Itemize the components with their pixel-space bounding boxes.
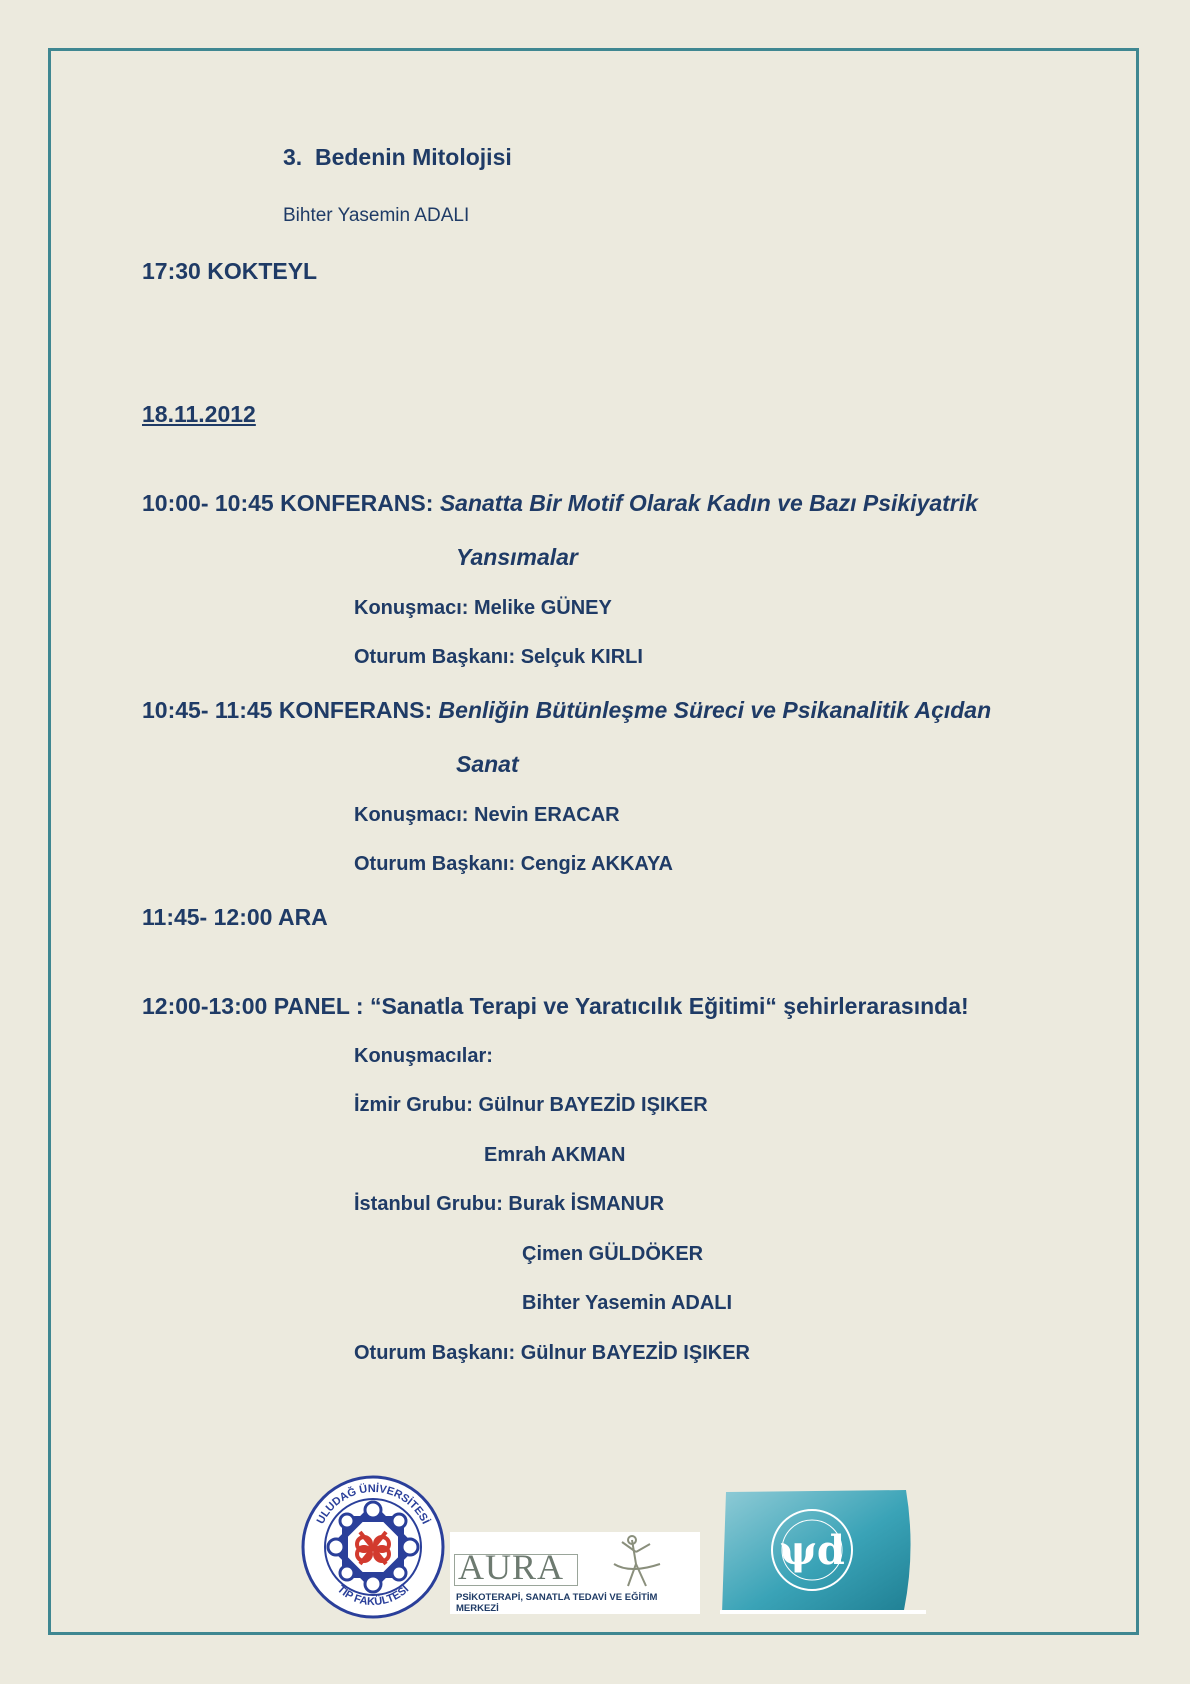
- uludag-ring-top-text: ULUDAĞ ÜNİVERSİTESİ: [314, 1482, 432, 1527]
- panel-heading: 12:00-13:00 PANEL : “Sanatla Terapi ve Yaratıcılık Eğitimi“ şehirlerarasında!: [142, 993, 969, 1019]
- item3-title-row: [283, 144, 512, 171]
- session2-title-line2: Sanat: [456, 751, 519, 777]
- item3-number: 3.: [283, 144, 303, 170]
- aura-logo: [450, 1532, 700, 1614]
- panel-istanbul-member-2: Çimen GÜLDÖKER: [522, 1243, 704, 1265]
- item3-speaker: Bihter Yasemin ADALI: [283, 205, 470, 226]
- session1-speaker: Konuşmacı: Melike GÜNEY: [354, 597, 612, 619]
- panel-izmir-member: Emrah AKMAN: [484, 1144, 626, 1166]
- session2-heading: [142, 697, 991, 724]
- session1-heading: [142, 490, 978, 517]
- date-heading: 18.11.2012: [142, 401, 256, 427]
- aura-subtitle: PSİKOTERAPİ, SANATLA TEDAVİ VE EĞİTİM MERKEZİ: [456, 1592, 658, 1614]
- session2-title-line1: Benliğin Bütünleşme Süreci ve Psikanalitik Açıdan: [438, 697, 992, 723]
- session2-time: 10:45- 11:45 KONFERANS:: [142, 697, 433, 723]
- cocktail-line: 17:30 KOKTEYL: [142, 258, 318, 284]
- session1-title-line1: Sanatta Bir Motif Olarak Kadın ve Bazı Psikiyatrik: [439, 490, 978, 516]
- uludag-ring-bottom-text: TIP FAKÜLTESİ: [334, 1583, 412, 1609]
- panel-istanbul-member-3: Bihter Yasemin ADALI: [522, 1292, 733, 1314]
- pd-monogram: ψd: [779, 1527, 845, 1574]
- session1-time: 10:00- 10:45 KONFERANS:: [142, 490, 434, 516]
- aura-figure-icon: [610, 1534, 666, 1588]
- panel-istanbul-group: İstanbul Grubu: Burak İSMANUR: [354, 1193, 665, 1215]
- item3-title: Bedenin Mitolojisi: [314, 144, 512, 170]
- panel-izmir-group: İzmir Grubu: Gülnur BAYEZİD IŞIKER: [354, 1094, 708, 1116]
- uludag-university-logo: [300, 1474, 446, 1620]
- session2-chair: Oturum Başkanı: Cengiz AKKAYA: [354, 853, 673, 875]
- session2-speaker: Konuşmacı: Nevin ERACAR: [354, 804, 620, 826]
- session1-title-line2: Yansımalar: [456, 544, 578, 570]
- panel-chair: Oturum Başkanı: Gülnur BAYEZİD IŞIKER: [354, 1342, 750, 1364]
- break-line: 11:45- 12:00 ARA: [142, 904, 328, 930]
- session1-chair: Oturum Başkanı: Selçuk KIRLI: [354, 646, 643, 668]
- psychiatry-association-logo: [720, 1490, 926, 1616]
- page-border: [48, 48, 1139, 1635]
- panel-speakers-label: Konuşmacılar:: [354, 1045, 493, 1067]
- aura-word: AURA: [458, 1547, 565, 1587]
